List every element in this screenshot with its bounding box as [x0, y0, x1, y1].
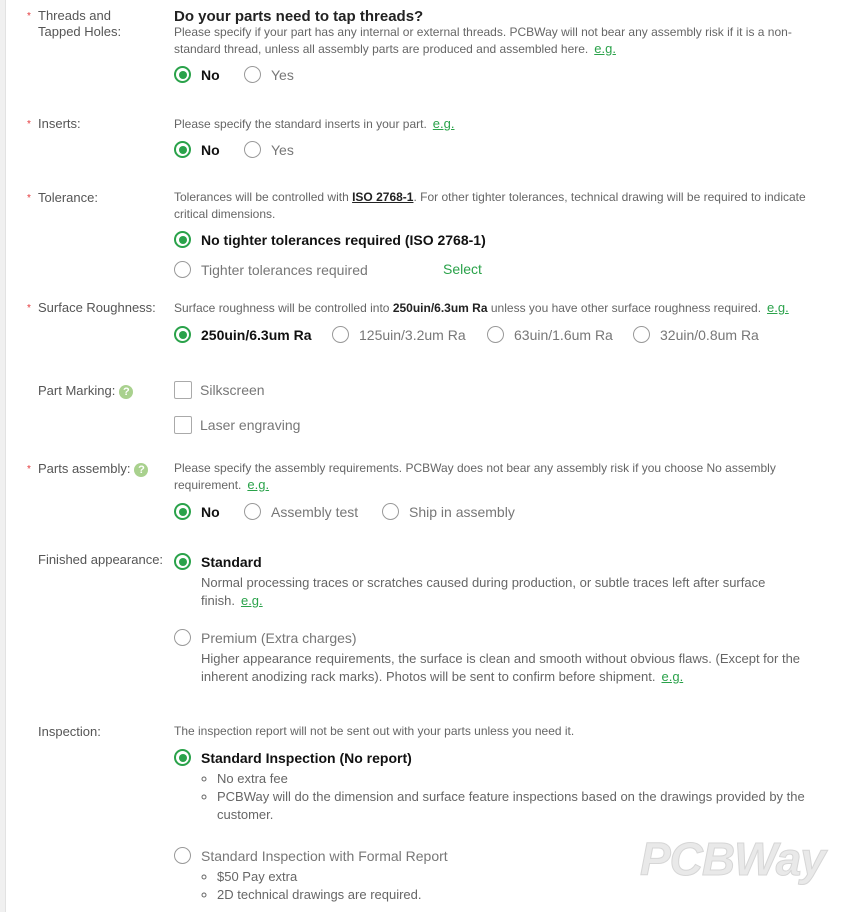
- tolerance-option-tighter[interactable]: Tighter tolerances required: [174, 261, 368, 278]
- inserts-eg-link[interactable]: e.g.: [432, 116, 455, 131]
- marking-laser-checkbox[interactable]: Laser engraving: [174, 416, 300, 434]
- radio-icon: [244, 141, 261, 158]
- radio-icon: [174, 847, 191, 864]
- left-border: [0, 0, 6, 912]
- roughness-option-125[interactable]: 125uin/3.2um Ra: [332, 326, 466, 343]
- radio-checked-icon: [174, 66, 191, 83]
- roughness-desc: Surface roughness will be controlled into 250uin/6.3um Ra unless you have other surface roughness required. e.g.: [174, 300, 789, 315]
- threads-option-yes[interactable]: Yes: [244, 66, 294, 83]
- inspection-option-report[interactable]: Standard Inspection with Formal Report: [174, 847, 448, 864]
- radio-icon: [244, 66, 261, 83]
- appearance-premium-desc: Higher appearance requirements, the surface is clean and smooth without obvious flaws. (Except for the inherent anodizing rack marks). Photos will be sent to confirm before shipment. e.g.: [201, 651, 801, 684]
- tolerance-desc: Tolerances will be controlled with ISO 2768-1. For other tighter tolerances, technical drawing will be required to indicate critical dimensions.: [174, 190, 806, 221]
- appearance-standard-eg-link[interactable]: e.g.: [240, 593, 263, 608]
- tolerance-option-standard[interactable]: No tighter tolerances required (ISO 2768-1): [174, 231, 486, 248]
- inspection-desc: The inspection report will not be sent out with your parts unless you need it.: [174, 724, 575, 738]
- bullet: ◦ $50 Pay extra: [217, 868, 807, 886]
- roughness-option-250[interactable]: 250uin/6.3um Ra: [174, 326, 312, 343]
- assembly-option-test[interactable]: Assembly test: [244, 503, 358, 520]
- roughness-option-32[interactable]: 32uin/0.8um Ra: [633, 326, 759, 343]
- help-icon[interactable]: ?: [134, 463, 148, 477]
- radio-icon: [487, 326, 504, 343]
- assembly-desc: Please specify the assembly requirements. PCBWay does not bear any assembly risk if you choose No assembly requirement. e.g.: [174, 461, 776, 492]
- radio-icon: [244, 503, 261, 520]
- assembly-eg-link[interactable]: e.g.: [247, 476, 270, 492]
- pcbway-watermark: PCBWay: [640, 833, 825, 885]
- assembly-option-no[interactable]: No: [174, 503, 220, 520]
- threads-title: Do your parts need to tap threads?: [174, 8, 424, 25]
- assembly-option-ship[interactable]: Ship in assembly: [382, 503, 515, 520]
- appearance-standard-desc: Normal processing traces or scratches caused during production, or subtle traces left after surface finish. e.g.: [201, 575, 766, 608]
- inserts-option-no[interactable]: No: [174, 141, 220, 158]
- appearance-option-premium[interactable]: Premium (Extra charges): [174, 629, 357, 646]
- inspection-standard-bullets: [201, 770, 807, 824]
- radio-icon: [332, 326, 349, 343]
- roughness-eg-link[interactable]: e.g.: [767, 300, 789, 315]
- threads-label: * Threads and Tapped Holes:: [27, 8, 122, 39]
- appearance-option-standard[interactable]: Standard: [174, 553, 262, 570]
- threads-eg-link[interactable]: e.g.: [594, 40, 616, 56]
- help-icon[interactable]: ?: [119, 385, 133, 399]
- checkbox-icon: [174, 381, 192, 399]
- tolerance-label: * Tolerance:: [27, 190, 98, 205]
- roughness-label: * Surface Roughness:: [27, 300, 156, 315]
- bullet: ◦ PCBWay will do the dimension and surface feature inspections based on the drawings provided by the customer.: [217, 788, 807, 824]
- inserts-label: * Inserts:: [27, 116, 81, 131]
- checkbox-icon: [174, 416, 192, 434]
- radio-checked-icon: [174, 231, 191, 248]
- inspection-option-standard[interactable]: Standard Inspection (No report): [174, 749, 412, 766]
- marking-label: Part Marking: ?: [27, 383, 133, 399]
- inserts-option-yes[interactable]: Yes: [244, 141, 294, 158]
- roughness-option-63[interactable]: 63uin/1.6um Ra: [487, 326, 613, 343]
- inspection-label: Inspection:: [38, 724, 101, 739]
- radio-checked-icon: [174, 503, 191, 520]
- appearance-premium-eg-link[interactable]: e.g.: [661, 669, 684, 684]
- radio-icon: [174, 629, 191, 646]
- iso-link[interactable]: ISO 2768-1: [352, 190, 414, 204]
- threads-option-no[interactable]: No: [174, 66, 220, 83]
- radio-checked-icon: [174, 749, 191, 766]
- appearance-label: Finished appearance:: [38, 552, 164, 567]
- bullet: ◦ No extra fee: [217, 770, 807, 788]
- radio-checked-icon: [174, 326, 191, 343]
- radio-checked-icon: [174, 553, 191, 570]
- inserts-desc: Please specify the standard inserts in your part. e.g.: [174, 116, 455, 131]
- radio-icon: [633, 326, 650, 343]
- threads-desc: Please specify if your part has any internal or external threads. PCBWay will not bear any assembly risk if it is a non-standard thread, unless all assembly parts are produced and assembled here. e.g.: [174, 25, 792, 56]
- radio-icon: [174, 261, 191, 278]
- radio-icon: [382, 503, 399, 520]
- assembly-label: * Parts assembly: ?: [27, 461, 148, 478]
- tolerance-select-link[interactable]: Select: [443, 261, 482, 277]
- marking-silkscreen-checkbox[interactable]: Silkscreen: [174, 381, 265, 399]
- radio-checked-icon: [174, 141, 191, 158]
- bullet: ◦ 2D technical drawings are required.: [217, 886, 807, 904]
